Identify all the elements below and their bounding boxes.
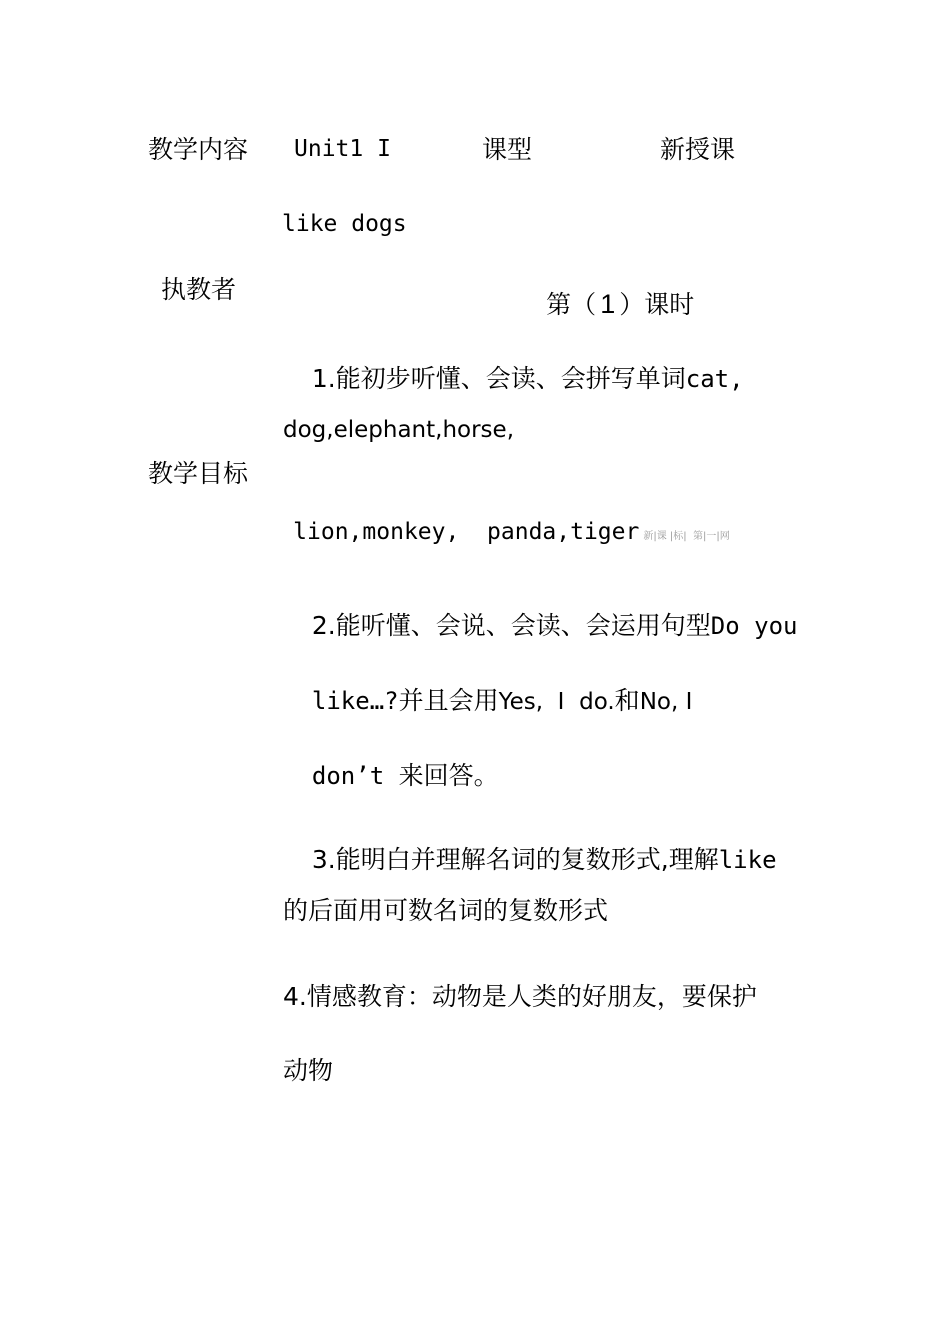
unit-title-line2: like dogs (282, 211, 407, 237)
objective-1-line3: lion,monkey, panda,tiger 新|课 |标| 第|一|网 (293, 519, 730, 545)
period-indicator (536, 275, 694, 318)
objective-2-line3: don’t 来回答。 (311, 761, 499, 790)
objective-4-line2: 动物 (283, 1056, 334, 1085)
objective-4-line1: 4.情感教育：动物是人类的好朋友，要保护 (283, 982, 757, 1011)
period-number: 1 (600, 289, 616, 319)
objective-1-line1: 1.能初步听懂、会读、会拼写单词cat, (311, 364, 744, 393)
type-label: 课型 (482, 135, 533, 164)
content-label: 教学内容 (148, 135, 249, 164)
period-prefix: 第（ (546, 290, 597, 319)
watermark: 新|课 |标| 第|一|网 (643, 531, 730, 542)
objective-3-line2: 的后面用可数名词的复数形式 (283, 896, 609, 925)
objectives-label: 教学目标 (148, 459, 249, 488)
teacher-label: 执教者 (161, 275, 237, 304)
objective-3-line1: 3.能明白并理解名词的复数形式,理解like (311, 845, 777, 874)
type-value: 新授课 (660, 135, 736, 164)
objective-2-line2: like…?并且会用Yes, I do.和No, I (311, 686, 693, 715)
unit-title-line1: Unit1 I (294, 136, 391, 162)
period-suffix: ）课时 (619, 290, 695, 319)
objective-2-line1: 2.能听懂、会说、会读、会运用句型Do you (311, 611, 798, 640)
objective-1-line2: dog,elephant,horse, (283, 417, 514, 443)
